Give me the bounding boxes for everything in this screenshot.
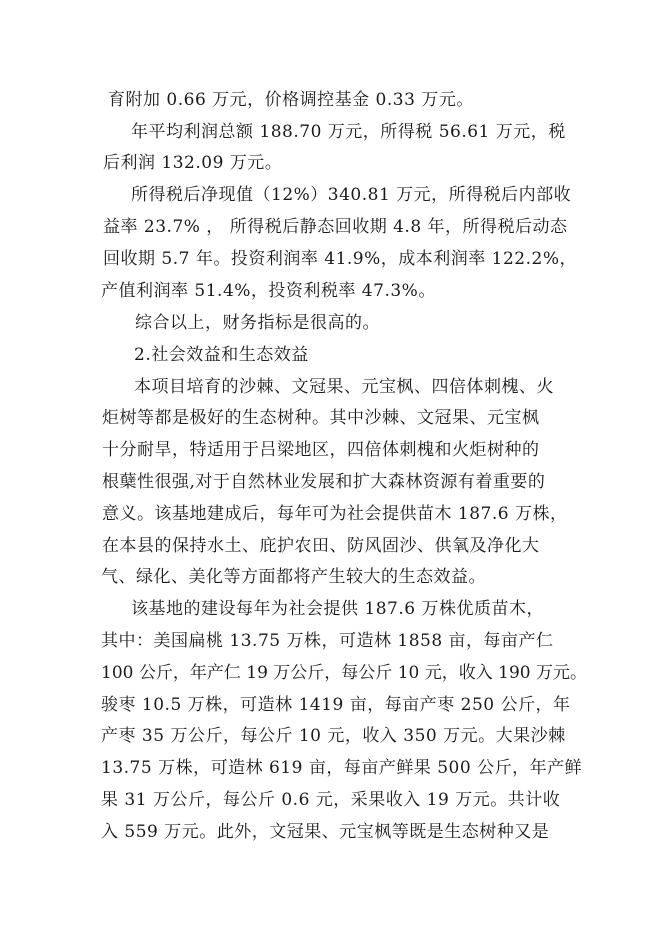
- text-line: 育附加 0.66 万元，价格调控基金 0.33 万元。: [108, 90, 474, 110]
- text-line: 骏枣 10.5 万株，可造林 1419 亩，每亩产枣 250 公斤，年: [101, 695, 571, 715]
- text-line: 本项目培育的沙棘、文冠果、元宝枫、四倍体刺槐、火: [134, 377, 554, 397]
- text-line: 其中：美国扁桃 13.75 万株，可造林 1858 亩，每亩产仁: [101, 631, 554, 651]
- text-line: 气、绿化、美化等方面都将产生较大的生态效益。: [101, 567, 486, 587]
- text-line: 100 公斤，年产仁 19 万公斤，每公斤 10 元，收入 190 万元。: [101, 663, 587, 683]
- text-line: 在本县的保持水土、庇护农田、防风固沙、供氧及净化大: [102, 536, 540, 556]
- text-line: 益率 23.7% ， 所得税后静态回收期 4.8 年，所得税后动态: [103, 217, 568, 237]
- text-line: 年平均利润总额 188.70 万元，所得税 56.61 万元，税: [131, 122, 566, 142]
- text-line: 13.75 万株，可造林 619 亩，每亩产鲜果 500 公斤，年产鲜: [101, 758, 583, 778]
- text-line: 入 559 万元。此外，文冠果、元宝枫等既是生态树种又是: [101, 822, 550, 842]
- text-line: 意义。该基地建成后，每年可为社会提供苗木 187.6 万株，: [102, 504, 568, 524]
- text-line: 综合以上，财务指标是很高的。: [135, 313, 380, 333]
- text-line: 十分耐旱，特适用于吕梁地区，四倍体刺槐和火炬树种的: [102, 440, 540, 460]
- text-line: 产枣 35 万公斤，每公斤 10 元，收入 350 万元。大果沙棘: [101, 726, 566, 746]
- section-heading: 2.社会效益和生态效益: [134, 345, 309, 365]
- text-line: 炬树等都是极好的生态树种。其中沙棘、文冠果、元宝枫: [102, 408, 540, 428]
- text-line: 该基地的建设每年为社会提供 187.6 万株优质苗木，: [131, 599, 544, 619]
- text-line: 根蘖性很强,对于自然林业发展和扩大森林资源有着重要的: [102, 472, 546, 492]
- text-line: 果 31 万公斤，每公斤 0.6 元，采果收入 19 万元。共计收: [101, 790, 561, 810]
- text-line: 所得税后净现值（12%）340.81 万元，所得税后内部收: [131, 185, 572, 205]
- text-line: 回收期 5.7 年。投资利润率 41.9%，成本利润率 122.2%，: [103, 249, 577, 269]
- text-line: 后利润 132.09 万元。: [103, 153, 283, 173]
- text-line: 产值利润率 51.4%，投资利税率 47.3%。: [101, 281, 436, 301]
